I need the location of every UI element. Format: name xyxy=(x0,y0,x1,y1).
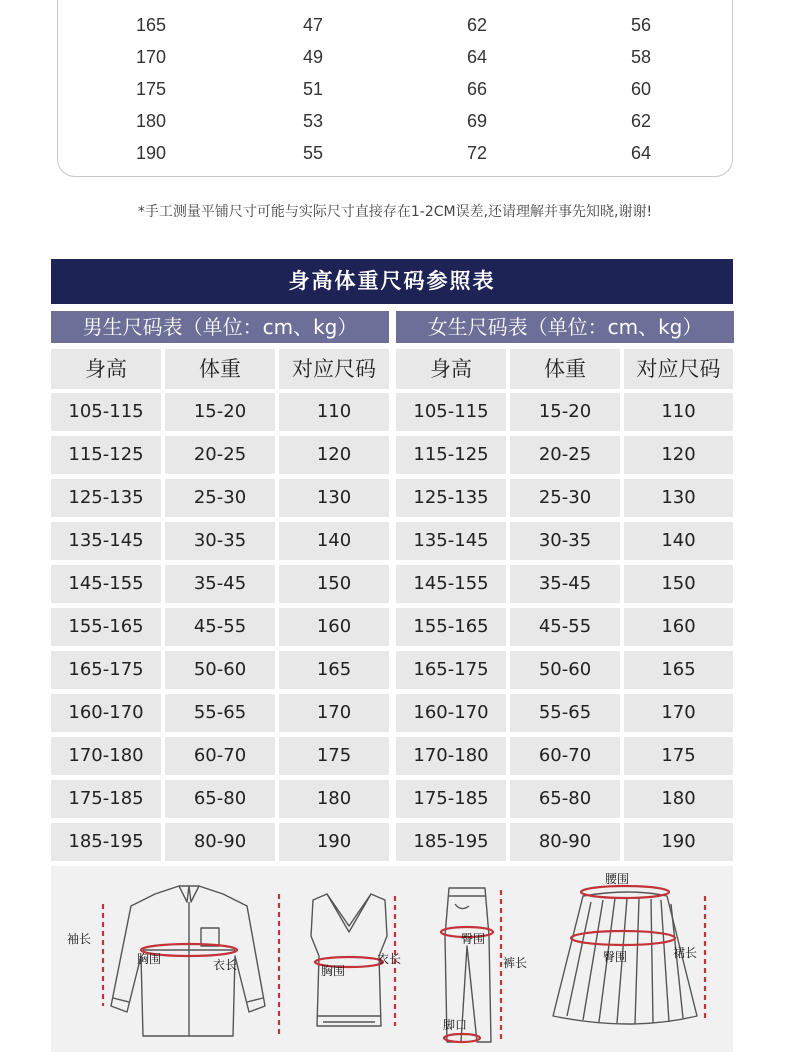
top-table-cell: 165 xyxy=(135,15,167,35)
label-pants-length: 裤长 xyxy=(503,956,528,970)
female-table-cell: 190 xyxy=(624,823,733,861)
male-table-cell: 155-165 xyxy=(51,608,161,646)
female-table-cell: 120 xyxy=(624,436,733,474)
top-table-row xyxy=(58,9,734,41)
top-table-row xyxy=(58,73,734,105)
top-table-cell: 62 xyxy=(630,111,652,131)
male-table-cell: 175-185 xyxy=(51,780,161,818)
male-table-cell: 80-90 xyxy=(165,823,275,861)
top-table-cell: 170 xyxy=(135,47,167,67)
female-table-cell: 130 xyxy=(624,479,733,517)
label-pants-hip: 臀围 xyxy=(461,932,486,946)
male-table-cell: 125-135 xyxy=(51,479,161,517)
label-vest-length: 衣长 xyxy=(377,952,402,966)
male-table-cell: 135-145 xyxy=(51,522,161,560)
male-table-cell: 50-60 xyxy=(165,651,275,689)
top-table-row xyxy=(58,41,734,73)
male-table-cell: 25-30 xyxy=(165,479,275,517)
female-table-cell: 175-185 xyxy=(396,780,506,818)
female-column-header: 身高 xyxy=(396,349,506,389)
male-table-cell: 120 xyxy=(279,436,389,474)
female-table-cell: 160 xyxy=(624,608,733,646)
top-table-cell: 72 xyxy=(466,143,488,163)
shirt-illustration xyxy=(111,886,265,1036)
garment-diagram xyxy=(51,866,733,1052)
male-table-cell: 65-80 xyxy=(165,780,275,818)
measurement-note: *手工测量平铺尺寸可能与实际尺寸直接存在1-2CM误差,还请理解并事先知晓,谢谢! xyxy=(137,204,653,220)
female-table-cell: 50-60 xyxy=(510,651,620,689)
female-table-cell: 55-65 xyxy=(510,694,620,732)
female-table-cell: 25-30 xyxy=(510,479,620,517)
male-table-cell: 60-70 xyxy=(165,737,275,775)
male-table-cell: 160-170 xyxy=(51,694,161,732)
male-table-cell: 150 xyxy=(279,565,389,603)
label-pants-hem: 脚口 xyxy=(443,1018,468,1032)
top-table-cell: 55 xyxy=(302,143,324,163)
male-table-cell: 145-155 xyxy=(51,565,161,603)
female-table-cell: 115-125 xyxy=(396,436,506,474)
top-table-cell: 66 xyxy=(466,79,488,99)
chart-title: 身高体重尺码参照表 xyxy=(51,259,733,304)
female-table-cell: 30-35 xyxy=(510,522,620,560)
female-column-header: 体重 xyxy=(510,349,620,389)
label-sleeve-length: 袖长 xyxy=(67,932,92,946)
female-table-cell: 35-45 xyxy=(510,565,620,603)
male-table-cell: 160 xyxy=(279,608,389,646)
male-column-header: 身高 xyxy=(51,349,161,389)
label-skirt-waist: 腰围 xyxy=(605,872,630,886)
top-table-cell: 51 xyxy=(302,79,324,99)
top-table-cell: 58 xyxy=(630,47,652,67)
top-table-cell: 60 xyxy=(630,79,652,99)
top-table-row xyxy=(58,137,734,169)
female-table-header: 女生尺码表（单位：cm、kg） xyxy=(396,311,734,343)
top-table-row xyxy=(58,105,734,137)
top-table-cell: 64 xyxy=(466,47,488,67)
top-measure-table xyxy=(57,0,733,177)
male-table-cell: 140 xyxy=(279,522,389,560)
female-table-cell: 125-135 xyxy=(396,479,506,517)
female-table-cell: 170 xyxy=(624,694,733,732)
male-table-cell: 180 xyxy=(279,780,389,818)
male-table-cell: 170-180 xyxy=(51,737,161,775)
top-table-cell: 175 xyxy=(135,79,167,99)
female-table-cell: 150 xyxy=(624,565,733,603)
label-skirt-hip: 臀围 xyxy=(603,950,628,964)
female-table-cell: 160-170 xyxy=(396,694,506,732)
label-shirt-length: 衣长 xyxy=(213,958,238,972)
male-table-cell: 105-115 xyxy=(51,393,161,431)
female-table-cell: 80-90 xyxy=(510,823,620,861)
label-shirt-chest: 胸围 xyxy=(137,952,162,966)
top-table-cell: 64 xyxy=(630,143,652,163)
female-column-header: 对应尺码 xyxy=(624,349,733,389)
female-table-cell: 135-145 xyxy=(396,522,506,560)
female-table-cell: 185-195 xyxy=(396,823,506,861)
top-table-cell: 56 xyxy=(630,15,652,35)
top-table-cell: 53 xyxy=(302,111,324,131)
female-table-cell: 45-55 xyxy=(510,608,620,646)
top-table-cell: 47 xyxy=(302,15,324,35)
top-table-cell: 69 xyxy=(466,111,488,131)
male-table-cell: 35-45 xyxy=(165,565,275,603)
female-table-cell: 145-155 xyxy=(396,565,506,603)
female-table-cell: 175 xyxy=(624,737,733,775)
male-table-cell: 20-25 xyxy=(165,436,275,474)
male-table-header: 男生尺码表（单位：cm、kg） xyxy=(51,311,389,343)
top-table-cell: 62 xyxy=(466,15,488,35)
female-table-cell: 165 xyxy=(624,651,733,689)
female-table-cell: 15-20 xyxy=(510,393,620,431)
male-table-cell: 165 xyxy=(279,651,389,689)
female-table-cell: 65-80 xyxy=(510,780,620,818)
male-table-cell: 185-195 xyxy=(51,823,161,861)
female-table-cell: 20-25 xyxy=(510,436,620,474)
male-table-cell: 115-125 xyxy=(51,436,161,474)
male-table-cell: 15-20 xyxy=(165,393,275,431)
male-table-cell: 30-35 xyxy=(165,522,275,560)
top-table-cell: 190 xyxy=(135,143,167,163)
top-table-cell: 180 xyxy=(135,111,167,131)
female-table-cell: 105-115 xyxy=(396,393,506,431)
male-table-cell: 130 xyxy=(279,479,389,517)
male-column-header: 对应尺码 xyxy=(279,349,389,389)
label-vest-chest: 胸围 xyxy=(321,964,346,978)
top-table-cell: 49 xyxy=(302,47,324,67)
female-table-cell: 180 xyxy=(624,780,733,818)
female-table-cell: 170-180 xyxy=(396,737,506,775)
male-table-cell: 165-175 xyxy=(51,651,161,689)
female-table-cell: 155-165 xyxy=(396,608,506,646)
label-skirt-length: 裙长 xyxy=(673,946,698,960)
female-table-cell: 60-70 xyxy=(510,737,620,775)
male-table-cell: 110 xyxy=(279,393,389,431)
female-table-cell: 140 xyxy=(624,522,733,560)
male-table-cell: 175 xyxy=(279,737,389,775)
female-table-cell: 110 xyxy=(624,393,733,431)
male-column-header: 体重 xyxy=(165,349,275,389)
male-table-cell: 170 xyxy=(279,694,389,732)
male-table-cell: 45-55 xyxy=(165,608,275,646)
female-table-cell: 165-175 xyxy=(396,651,506,689)
male-table-cell: 190 xyxy=(279,823,389,861)
vest-illustration xyxy=(311,894,387,1026)
male-table-cell: 55-65 xyxy=(165,694,275,732)
